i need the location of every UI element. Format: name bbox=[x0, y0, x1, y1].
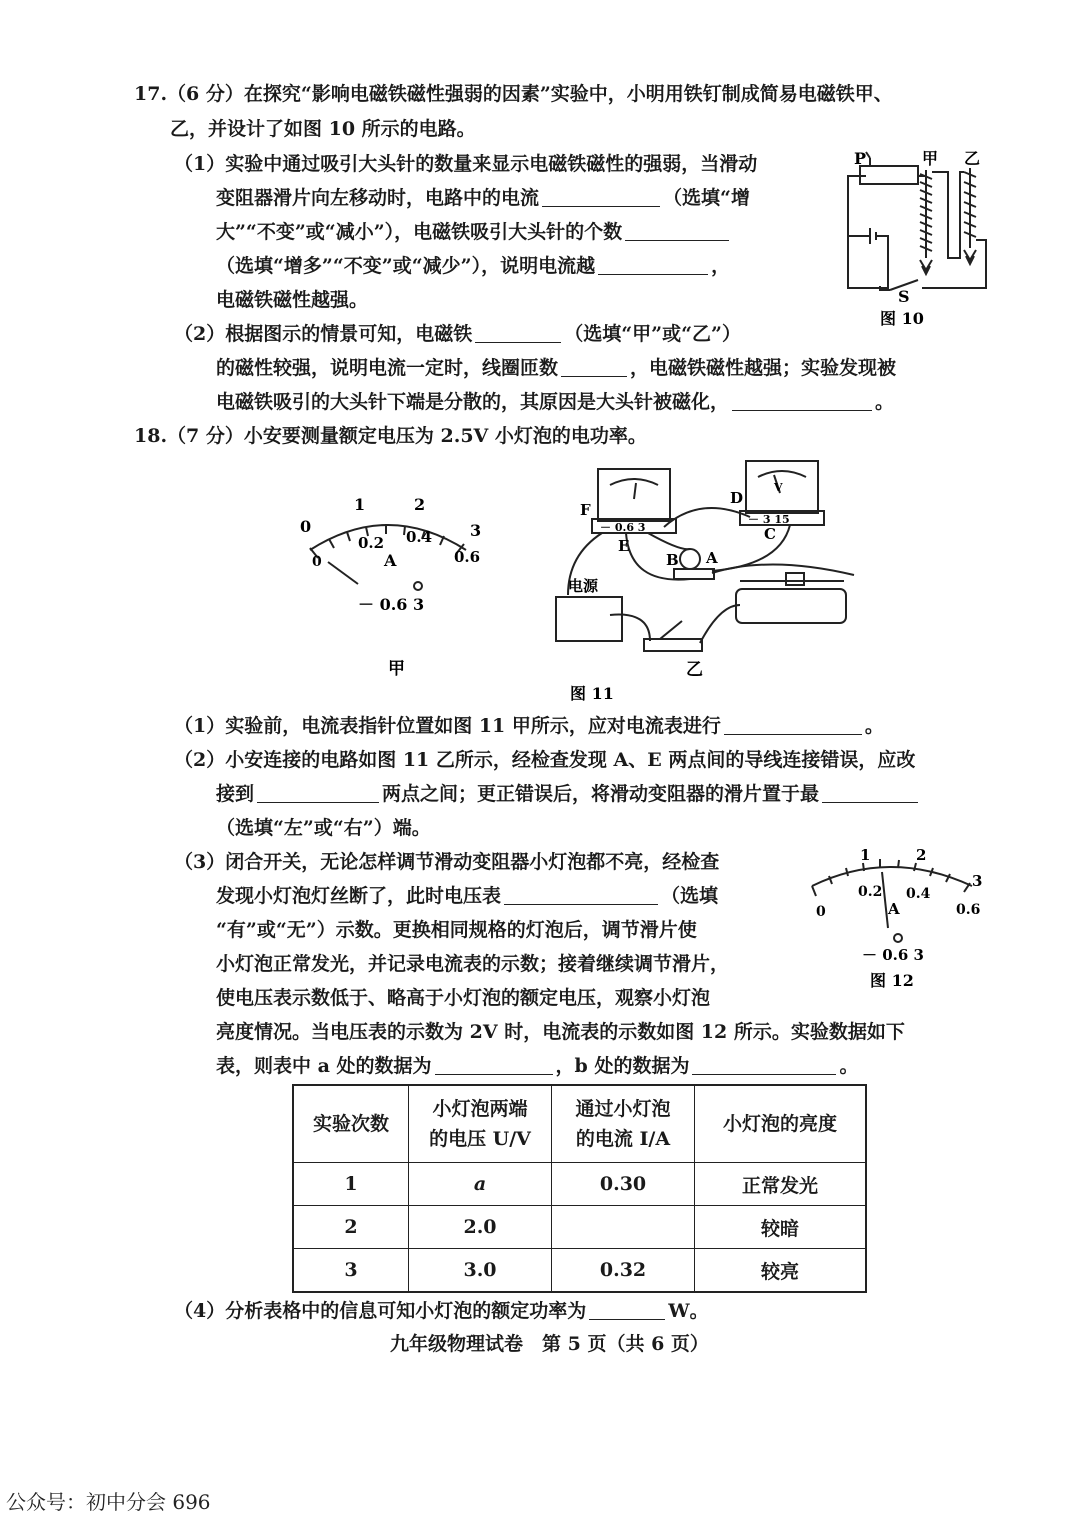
tick: 0.4 bbox=[906, 886, 931, 902]
text: 表，则表中 a 处的数据为 bbox=[216, 1055, 432, 1077]
tick: 2 bbox=[414, 495, 426, 514]
text: 变阻器滑片向左移动时，电路中的电流 bbox=[216, 187, 540, 209]
table-row bbox=[293, 1206, 866, 1249]
table-header: 实验次数 bbox=[293, 1085, 409, 1163]
tick: 0.2 bbox=[358, 534, 385, 552]
label-jia: 甲 bbox=[388, 659, 405, 679]
table-cell: 3.0 bbox=[409, 1249, 552, 1293]
text: ， bbox=[711, 255, 731, 277]
watermark: 公众号：初中分会 696 bbox=[6, 1490, 211, 1514]
terminal-label: － 3 15 bbox=[748, 513, 790, 526]
figure-10-circuit bbox=[830, 148, 1000, 330]
text: 大”“不变”或“减小”），电磁铁吸引大头针的个数 bbox=[216, 221, 623, 243]
text: （选填 bbox=[661, 885, 719, 907]
answer-blank[interactable] bbox=[475, 322, 561, 343]
answer-blank[interactable] bbox=[692, 1054, 836, 1075]
q18-s3-line5: 使电压表示数低于、略高于小灯泡的额定电压，观察小灯泡 bbox=[216, 987, 711, 1009]
label-power: 电源 bbox=[568, 577, 599, 595]
q17-p1-line2 bbox=[216, 185, 750, 211]
q18-s2-line3: （选填“左”或“右”）端。 bbox=[216, 817, 431, 839]
tick: 3 bbox=[470, 521, 482, 540]
table-cell: 3 bbox=[293, 1249, 409, 1293]
tick: 2 bbox=[916, 846, 927, 864]
table-cell: 较亮 bbox=[695, 1249, 867, 1293]
tick: 0.2 bbox=[858, 884, 883, 900]
label-yi: 乙 bbox=[964, 149, 981, 168]
tick: 0.6 bbox=[454, 548, 481, 566]
q18-s2-line1: （2）小安连接的电路如图 11 乙所示，经检查发现 A、E 两点间的导线连接错误，应改 bbox=[174, 749, 916, 771]
q17-p1-line5: 电磁铁磁性越强。 bbox=[216, 289, 369, 311]
tick: 0 bbox=[312, 554, 322, 570]
tick: 0.6 bbox=[956, 902, 981, 918]
table-cell: 正常发光 bbox=[695, 1163, 867, 1206]
q18-s1 bbox=[174, 713, 884, 739]
figure-10-caption: 图 10 bbox=[880, 309, 924, 328]
table-row bbox=[293, 1163, 866, 1206]
table-cell: 较暗 bbox=[695, 1206, 867, 1249]
figure-11-caption: 图 11 bbox=[570, 684, 614, 703]
text: 电磁铁吸引的大头针下端是分散的，其原因是大头针被磁化， bbox=[216, 391, 730, 413]
table-row bbox=[293, 1249, 866, 1293]
text: 。 bbox=[839, 1055, 859, 1077]
text: （选填“增 bbox=[663, 187, 750, 209]
unit-label: A bbox=[384, 551, 397, 570]
answer-blank[interactable] bbox=[561, 356, 627, 377]
text: ，b 处的数据为 bbox=[555, 1055, 690, 1077]
label-yi: 乙 bbox=[686, 660, 703, 680]
text: 接到 bbox=[216, 783, 255, 805]
q17-line1: 17.（6 分）在探究“影响电磁铁磁性强弱的因素”实验中，小明用铁钉制成简易电磁铁甲、 bbox=[134, 83, 893, 105]
label-p: P bbox=[854, 149, 867, 168]
label-s: S bbox=[898, 287, 910, 306]
answer-blank[interactable] bbox=[542, 186, 660, 207]
q17-p1-line4 bbox=[216, 253, 730, 279]
q18-s3-line3: “有”或“无”）示数。更换相同规格的灯泡后，调节滑片使 bbox=[216, 919, 697, 941]
answer-blank[interactable] bbox=[625, 220, 729, 241]
label-jia: 甲 bbox=[922, 149, 939, 168]
q17-line2: 乙，并设计了如图 10 所示的电路。 bbox=[170, 118, 476, 140]
table-header-row bbox=[293, 1085, 866, 1163]
terminal-label: － 0.6 3 bbox=[862, 946, 924, 964]
terminal-label: － 0.6 3 bbox=[600, 521, 646, 534]
figure-12-caption: 图 12 bbox=[870, 971, 914, 990]
table-header: 小灯泡两端 的电压 U/V bbox=[409, 1085, 552, 1163]
table-cell: 0.30 bbox=[552, 1163, 695, 1206]
answer-blank[interactable] bbox=[257, 782, 379, 803]
table-header: 小灯泡的亮度 bbox=[695, 1085, 867, 1163]
tick: 3 bbox=[972, 872, 983, 890]
answer-blank[interactable] bbox=[598, 254, 708, 275]
answer-blank[interactable] bbox=[724, 714, 862, 735]
label-b: B bbox=[666, 551, 679, 569]
answer-blank[interactable] bbox=[435, 1054, 553, 1075]
text: （选填“甲”或“乙”） bbox=[564, 323, 741, 345]
tick: 1 bbox=[354, 495, 366, 514]
q18-s3-line1: （3）闭合开关，无论怎样调节滑动变阻器小灯泡都不亮，经检查 bbox=[174, 851, 720, 873]
text: （4）分析表格中的信息可知小灯泡的额定功率为 bbox=[174, 1300, 587, 1322]
answer-blank[interactable] bbox=[732, 390, 872, 411]
answer-blank[interactable] bbox=[589, 1299, 665, 1320]
page-footer: 九年级物理试卷 第 5 页（共 6 页） bbox=[390, 1333, 709, 1355]
unit-label: A bbox=[888, 900, 900, 918]
figure-12-ammeter bbox=[800, 846, 1000, 994]
q17-p1-line3 bbox=[216, 219, 732, 245]
text: 。 bbox=[864, 715, 884, 737]
table-cell: 0.32 bbox=[552, 1249, 695, 1293]
q17-p2-line3 bbox=[216, 389, 894, 415]
table-cell: a bbox=[409, 1163, 552, 1206]
label-d: D bbox=[730, 489, 744, 507]
q18-s3-line2 bbox=[216, 883, 718, 909]
label-a: A bbox=[706, 549, 718, 567]
table-header: 通过小灯泡 的电流 I/A bbox=[552, 1085, 695, 1163]
q18-s2-line2 bbox=[216, 781, 921, 807]
q18-s4 bbox=[174, 1298, 709, 1324]
data-table bbox=[292, 1084, 867, 1293]
table-cell: 2 bbox=[293, 1206, 409, 1249]
text: W。 bbox=[668, 1300, 709, 1322]
table-cell: 2.0 bbox=[409, 1206, 552, 1249]
q17-p2-line2 bbox=[216, 355, 896, 381]
text: （2）根据图示的情景可知，电磁铁 bbox=[174, 323, 473, 345]
text: 两点之间；更正错误后，将滑动变阻器的滑片置于最 bbox=[382, 783, 820, 805]
q17-p2-line1 bbox=[174, 321, 741, 347]
tick: 0 bbox=[300, 517, 312, 536]
figure-11-circuit bbox=[540, 455, 880, 705]
text: （选填“增多”“不变”或“减少”），说明电流越 bbox=[216, 255, 596, 277]
terminal-label: － 0.6 3 bbox=[358, 595, 425, 614]
answer-blank[interactable] bbox=[504, 884, 658, 905]
label-v: V bbox=[774, 481, 783, 494]
q18-s3-line7 bbox=[216, 1053, 858, 1079]
table-cell: 1 bbox=[293, 1163, 409, 1206]
text: 的磁性较强，说明电流一定时，线圈匝数 bbox=[216, 357, 559, 379]
text: 。 bbox=[875, 391, 895, 413]
answer-blank[interactable] bbox=[822, 782, 918, 803]
text: ，电磁铁磁性越强；实验发现被 bbox=[630, 357, 897, 379]
q18-s3-line4: 小灯泡正常发光，并记录电流表的示数；接着继续调节滑片， bbox=[216, 953, 730, 975]
q18-intro: 18.（7 分）小安要测量额定电压为 2.5V 小灯泡的电功率。 bbox=[134, 425, 647, 447]
text: 发现小灯泡灯丝断了，此时电压表 bbox=[216, 885, 502, 907]
tick: 0 bbox=[816, 904, 826, 920]
label-f: F bbox=[580, 501, 591, 519]
figure-11-ammeter bbox=[288, 490, 488, 690]
q18-s3-line6: 亮度情况。当电压表的示数为 2V 时，电流表的示数如图 12 所示。实验数据如下 bbox=[216, 1021, 905, 1043]
label-c: C bbox=[764, 525, 776, 543]
table-cell bbox=[552, 1206, 695, 1249]
text: （1）实验前，电流表指针位置如图 11 甲所示，应对电流表进行 bbox=[174, 715, 721, 737]
label-e: E bbox=[618, 537, 630, 555]
tick: 1 bbox=[860, 846, 871, 864]
tick: 0.4 bbox=[406, 528, 433, 546]
q17-p1-line1: （1）实验中通过吸引大头针的数量来显示电磁铁磁性的强弱，当滑动 bbox=[174, 153, 758, 175]
